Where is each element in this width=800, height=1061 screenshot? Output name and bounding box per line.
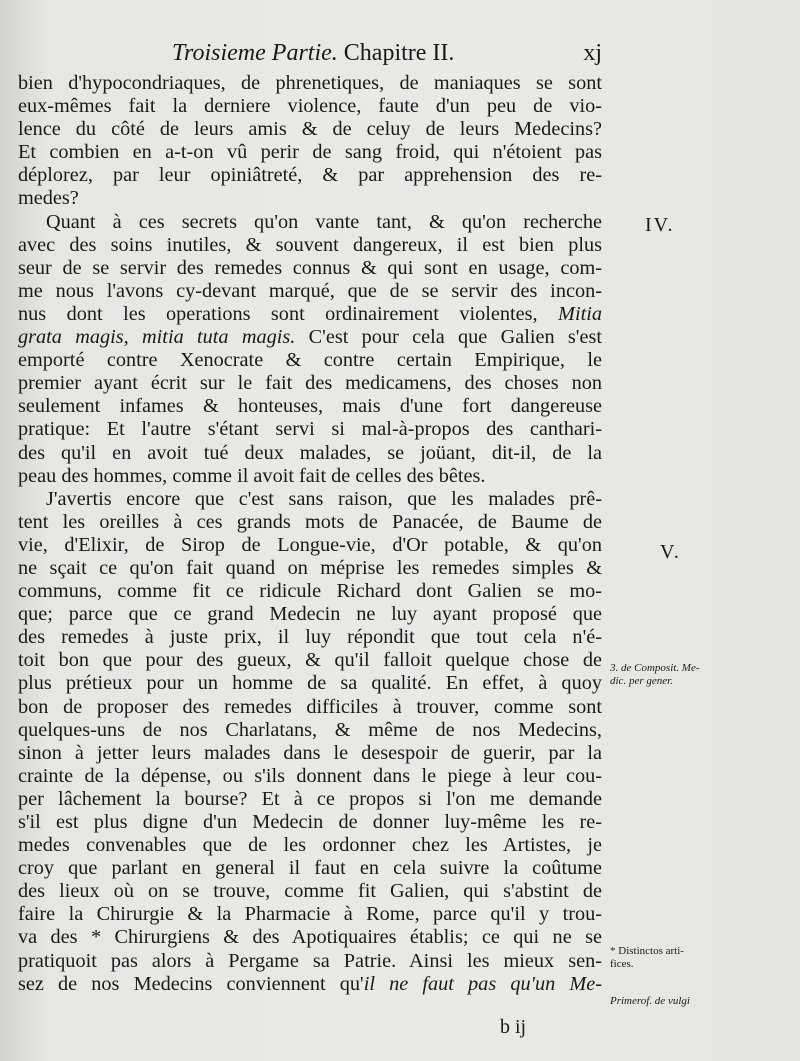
text-line: lence du côté de leurs amis & de celuy de leurs Medecins? — [18, 118, 602, 141]
text-line: seulement infames & honteuses, mais d'une fort dangereuse — [18, 395, 602, 418]
text-run-italic: il ne faut pas qu'un Me- — [363, 972, 602, 995]
latin-quote: Mitia — [558, 302, 602, 325]
text-line: des remedes à juste prix, il luy répondit que tout cela n'é- — [18, 626, 602, 649]
text-line: des qu'il en avoit tué deux malades, se joüant, dit-il, de la — [18, 441, 602, 464]
text-line: pratiquoit pas alors à Pergame sa Patrie. Ainsi les mieux sen- — [18, 949, 602, 972]
text-line: peau des hommes, comme il avoit fait de celles des bêtes. — [18, 464, 486, 487]
text-line: toit bon que pour des gueux, & qu'il falloit quelque chose de — [18, 649, 602, 672]
latin-quote: grata magis, mitia tuta magis. — [18, 326, 296, 349]
text-line: Quant à ces secrets qu'on vante tant, & qu'on recherche — [46, 210, 602, 233]
text-line: va des * Chirurgiens & des Apotiquaires établis; ce qui ne se — [18, 926, 602, 949]
margin-numeral-v: V. — [660, 541, 681, 563]
text-line: des lieux où on se trouve, comme fit Galien, qui s'abstint de — [18, 880, 602, 903]
signature-mark: b ij — [500, 1016, 527, 1038]
text-line: plus prétieux pour un homme de sa qualité. En effet, à quoy — [18, 672, 602, 695]
text-line: J'avertis encore que c'est sans raison, que les malades prê- — [46, 487, 602, 510]
margin-note-distinctos: * Distinctos arti- fices. — [610, 945, 684, 970]
part-title: Troisieme Partie. — [172, 40, 338, 66]
text-line: avec des soins inutiles, & souvent dangereux, il est bien plus — [18, 233, 602, 256]
text-line: bien d'hypocondriaques, de phrenetiques, de maniaques se sont — [18, 72, 602, 94]
running-header — [172, 38, 602, 68]
text-run: sez de nos Medecins conviennent qu' — [18, 972, 364, 995]
text-line: tent les oreilles à ces grands mots de Panacée, de Baume de — [18, 510, 602, 533]
paragraph-3 — [18, 488, 602, 996]
text-line: seur de se servir des remedes connus & qui sont en usage, com- — [18, 256, 602, 279]
text-line: vie, d'Elixir, de Sirop de Longue-vie, d'Or potable, & qu'on — [18, 533, 602, 556]
text-line — [18, 973, 602, 996]
chapter-title: Chapitre II. — [343, 40, 455, 66]
text-line: que; parce que ce grand Medecin ne luy ayant proposé que — [18, 603, 602, 626]
text-run: C'est pour cela que Galien s'est — [308, 326, 602, 349]
main-text — [18, 72, 602, 996]
text-line — [18, 326, 602, 349]
text-line: medes convenables que de les ordonner chez les Artistes, je — [18, 834, 602, 857]
text-line: bon de proposer des remedes difficiles à trouver, comme sont — [18, 695, 602, 718]
text-line: eux-mêmes fait la derniere violence, faute d'un peu de vio- — [18, 95, 602, 118]
text-line: medes? — [18, 187, 79, 210]
text-line — [18, 303, 602, 326]
text-line: communs, comme fit ce ridicule Richard dont Galien se mo- — [18, 580, 602, 603]
margin-note-composit: 3. de Composit. Me- dic. per gener. — [610, 662, 700, 687]
text-line: emporté contre Xenocrate & contre certain Empirique, le — [18, 349, 602, 372]
margin-note-primerof: Primerof. de vulgi — [610, 995, 690, 1007]
text-line: ne sçait ce qu'on fait quand on méprise les remedes simples & — [18, 556, 602, 579]
text-line: pratique: Et l'autre s'étant servi si mal-à-propos des canthari- — [18, 418, 602, 441]
text-line: quelques-uns de nos Charlatans, & même de nos Medecins, — [18, 718, 602, 741]
text-line: crainte de la dépense, ou s'ils donnent dans le piege à leur cou- — [18, 764, 602, 787]
text-line: déplorez, par leur opiniâtreté, & par apprehension des re- — [18, 164, 602, 187]
text-line: faire la Chirurgie & la Pharmacie à Rome, parce qu'il y trou- — [18, 903, 602, 926]
text-line: sinon à jetter leurs malades dans le desespoir de guerir, par la — [18, 741, 602, 764]
text-run: nus dont les operations sont ordinairement violentes, — [18, 302, 538, 325]
paragraph-1 — [18, 72, 602, 211]
paragraph-2 — [18, 211, 602, 488]
text-line: premier ayant écrit sur le fait des medicamens, des choses non — [18, 372, 602, 395]
text-line: me nous l'avons cy-devant marqué, que de se servir des incon- — [18, 279, 602, 302]
text-line: Et combien en a-t-on vû perir de sang froid, qui n'étoient pas — [18, 141, 602, 164]
margin-numeral-iv: IV. — [645, 214, 675, 236]
text-line: s'il est plus digne d'un Medecin de donner luy-même les re- — [18, 811, 602, 833]
text-line: croy que parlant en general il faut en cela suivre la coûtume — [18, 857, 602, 880]
page-number: xj — [583, 40, 602, 66]
text-line: per lâchement la bourse? Et à ce propos si l'on me demande — [18, 787, 602, 810]
